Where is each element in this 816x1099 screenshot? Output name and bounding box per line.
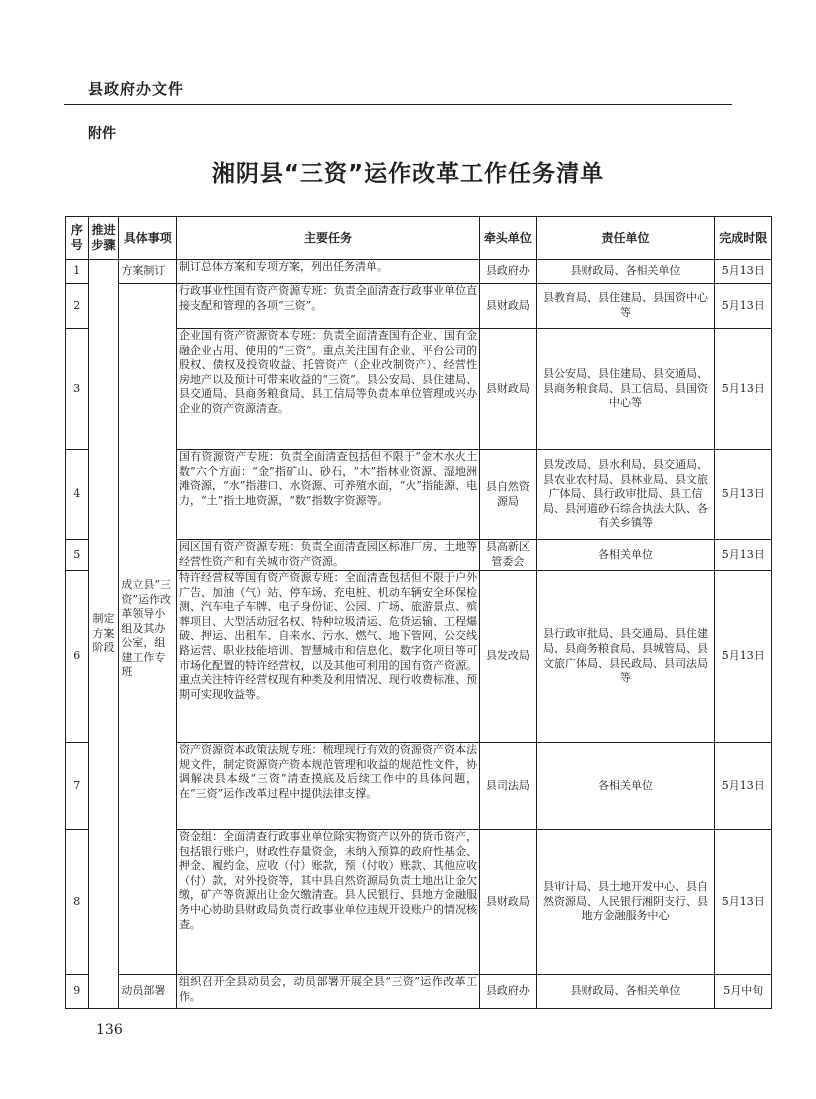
cell-task: 国有资源资产专班：负责全面清查包括但不限于“金木水火土数”六个方面：“金”指矿山、砂石，“木”指林业资源、湿地洲滩资源，“水”指港口、水资源、可养殖水面，“火”指能源、电力，“土”指土地资源，“数”指数字资源等。	[176, 450, 479, 540]
cell-item: 动员部署	[119, 975, 177, 1009]
page-title: 湘阴县“三资”运作改革工作任务清单	[211, 161, 605, 187]
header-divider	[64, 104, 732, 105]
cell-deadline: 5月13日	[715, 260, 772, 284]
cell-resp: 各相关单位	[536, 540, 715, 571]
header-item: 具体事项	[119, 217, 177, 260]
cell-task: 园区国有资产资源专班：负责全面清查园区标准厂房、土地等经营性资产和有关城市资产资源。	[176, 540, 479, 571]
cell-lead: 县高新区管委会	[480, 540, 537, 571]
cell-deadline: 5月13日	[715, 830, 772, 975]
cell-seq: 4	[66, 450, 89, 540]
cell-resp: 县发改局、县水利局、县交通局、县农业农村局、县林业局、县文旅广体局、县行政审批局、县工信局、县河道砂石综合执法大队、各有关乡镇等	[536, 450, 715, 540]
header-step: 推进步骤	[88, 217, 119, 260]
cell-seq: 5	[66, 540, 89, 571]
cell-task: 企业国有资产资源资本专班：负责全面清查国有企业、国有金融企业占用、使用的“三资”。重点关注国有企业、平台公司的股权、债权及投资收益、托管资产（企业改制资产）、经营性房地产以及预计可带来收益的“三资”。县公安局、县住建局、县交通局、县商务粮食局、县工信局等负责本单位管理或兴办企业的资产资源清查。	[176, 329, 479, 450]
cell-resp: 县行政审批局、县交通局、县住建局、县商务粮食局、县城管局、县文旅广体局、县民政局、县司法局等	[536, 571, 715, 743]
cell-resp: 县公安局、县住建局、县交通局、县商务粮食局、县工信局、县国资中心等	[536, 329, 715, 450]
cell-resp: 县财政局、各相关单位	[536, 975, 715, 1009]
cell-lead: 县财政局	[480, 284, 537, 329]
header-resp: 责任单位	[536, 217, 715, 260]
cell-task: 资产资源资本政策法规专班：梳理现行有效的资源资产资本法规文件，制定资源资产资本规范管理和收益的规范性文件，协调解决县本级“三资”清查摸底及后续工作中的具体问题，在“三资”运作改革过程中提供法律支撑。	[176, 743, 479, 830]
cell-task: 资金组：全面清查行政事业单位除实物资产以外的货币资产，包括银行账户，财政性存量资金，未纳入预算的政府性基金、押金、履约金、应收（付）账款，预（付收）账款、其他应收（付）款，对外投资等，其中县自然资源局负责土地出让金欠缴，矿产等资源出让金欠缴清查。县人民银行、县地方金融服务中心协助县财政局负责行政事业单位违规开设账户的情况核查。	[176, 830, 479, 975]
cell-task: 行政事业性国有资产资源专班：负责全面清查行政事业单位直接支配和管理的各项“三资”。	[176, 284, 479, 329]
cell-deadline: 5月13日	[715, 540, 772, 571]
header-deadline: 完成时限	[715, 217, 772, 260]
cell-deadline: 5月13日	[715, 284, 772, 329]
cell-deadline: 5月13日	[715, 450, 772, 540]
cell-lead: 县发改局	[480, 571, 537, 743]
header-task: 主要任务	[176, 217, 479, 260]
cell-seq: 6	[66, 571, 89, 743]
cell-resp: 县财政局、各相关单位	[536, 260, 715, 284]
cell-task: 组织召开全县动员会，动员部署开展全县“三资”运作改革工作。	[176, 975, 479, 1009]
cell-task: 制订总体方案和专项方案，列出任务清单。	[176, 260, 479, 284]
cell-deadline: 5月13日	[715, 743, 772, 830]
cell-resp: 各相关单位	[536, 743, 715, 830]
table-row	[66, 975, 772, 1009]
cell-lead: 县政府办	[480, 260, 537, 284]
cell-resp: 县教育局、县住建局、县国资中心等	[536, 284, 715, 329]
cell-step-merged: 制定方案阶段	[88, 260, 119, 1009]
cell-task: 特许经营权等国有资产资源专班：全面清查包括但不限于户外广告、加油（气）站、停车场、充电桩、机动车辆安全环保检测、汽车电子车牌、电子身份证、公园、广场、旅游景点、殡葬项目、大型活动冠名权、特种垃圾清运、危货运输、工程爆破、押运、出租车、自来水、污水、燃气、地下管网、公交线路运营、职业技能培训、智慧城市和信息化、数字化项目等可市场化配置的特许经营权，以及其他可利用的国有资产资源。重点关注特许经营权现有种类及利用情况、现行收费标准、预期可实现收益等。	[176, 571, 479, 743]
header-seq: 序号	[66, 217, 89, 260]
cell-seq: 2	[66, 284, 89, 329]
cell-seq: 9	[66, 975, 89, 1009]
cell-lead: 县财政局	[480, 830, 537, 975]
cell-lead: 县司法局	[480, 743, 537, 830]
header-lead: 牵头单位	[480, 217, 537, 260]
cell-seq: 3	[66, 329, 89, 450]
cell-resp: 县审计局、县土地开发中心、县自然资源局、人民银行湘阴支行、县地方金融服务中心	[536, 830, 715, 975]
cell-lead: 县财政局	[480, 329, 537, 450]
cell-seq: 7	[66, 743, 89, 830]
cell-item-merged: 成立县“三资”运作改革领导小组及其办公室，组建工作专班	[119, 284, 177, 975]
cell-deadline: 5月中旬	[715, 975, 772, 1009]
cell-lead: 县政府办	[480, 975, 537, 1009]
page-number: 136	[96, 1022, 123, 1038]
task-list-table	[65, 216, 772, 1009]
cell-deadline: 5月13日	[715, 329, 772, 450]
document-header-label: 县政府办文件	[88, 80, 185, 98]
cell-lead: 县自然资源局	[480, 450, 537, 540]
cell-deadline: 5月13日	[715, 571, 772, 743]
cell-item: 方案制订	[119, 260, 177, 284]
cell-seq: 8	[66, 830, 89, 975]
attachment-label: 附件	[88, 126, 116, 142]
table-row	[66, 260, 772, 284]
cell-seq: 1	[66, 260, 89, 284]
table-row	[66, 284, 772, 329]
table-header-row	[66, 217, 772, 260]
